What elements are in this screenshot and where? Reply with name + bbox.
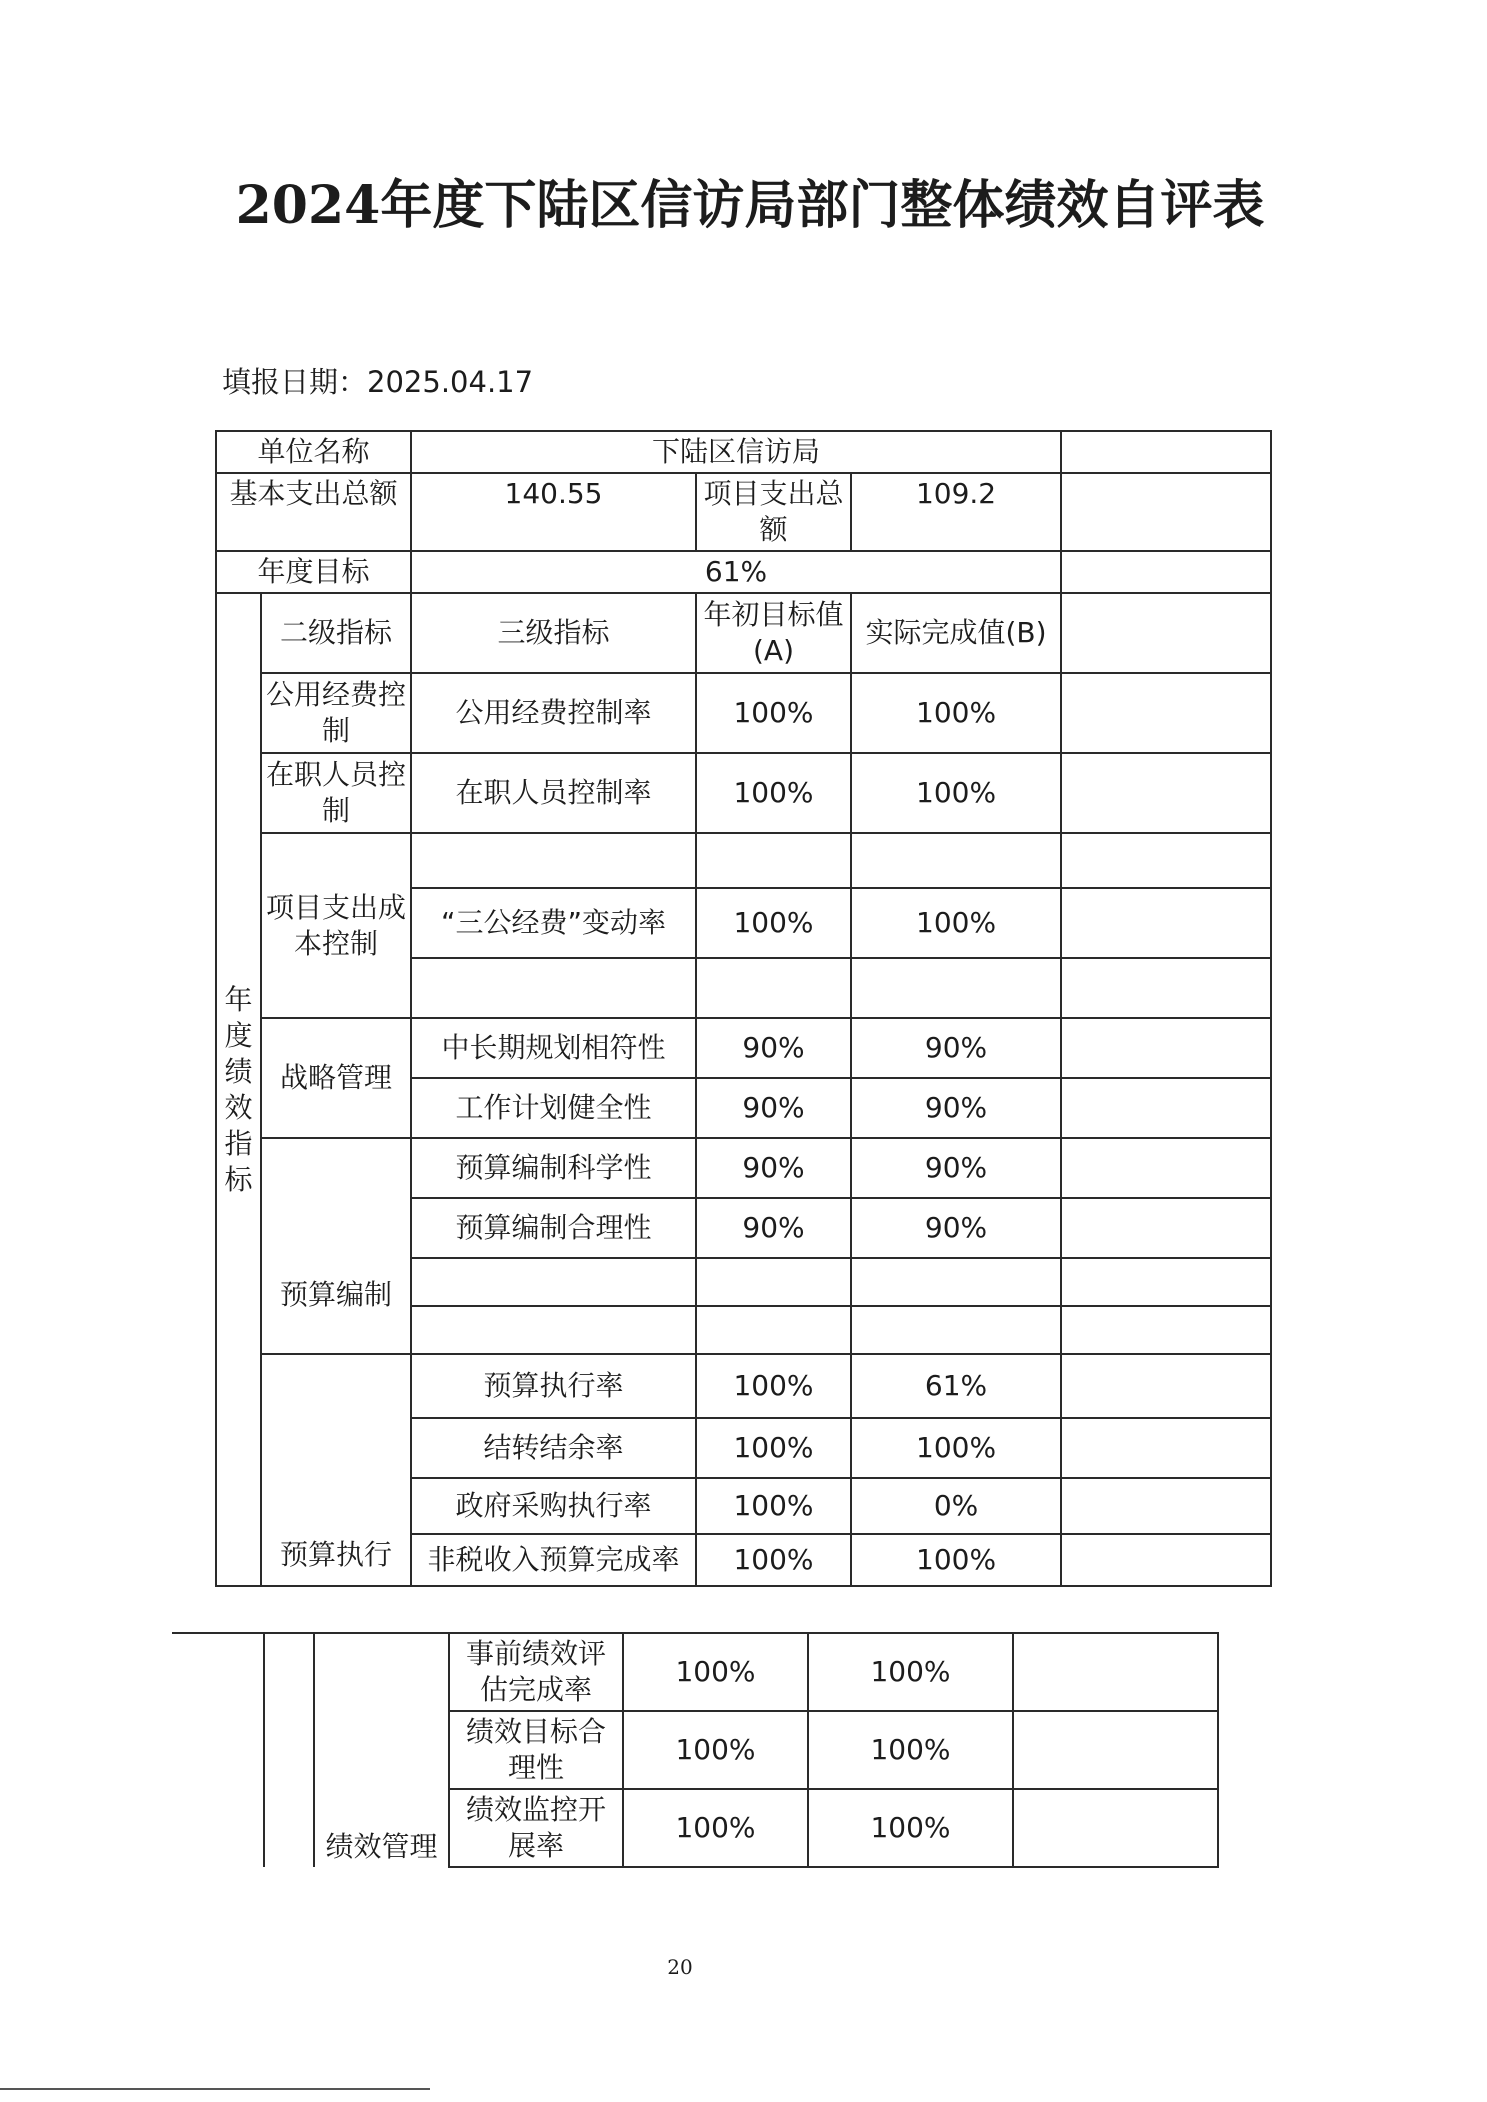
footer-divider — [0, 2088, 430, 2090]
metric-name: 非税收入预算完成率 — [411, 1534, 696, 1586]
annual-goal-label: 年度目标 — [216, 551, 411, 593]
indicator-group-label — [216, 593, 261, 1586]
metric-target: 100% — [623, 1633, 808, 1711]
metric-actual: 90% — [851, 1078, 1061, 1138]
continuation-cell — [172, 1633, 264, 1867]
empty-cell — [1061, 673, 1271, 753]
metric-target: 90% — [696, 1018, 851, 1078]
metric-actual: 90% — [851, 1018, 1061, 1078]
metric-actual: 100% — [851, 753, 1061, 833]
metric-name: 中长期规划相符性 — [411, 1018, 696, 1078]
metric-actual: 100% — [851, 1534, 1061, 1586]
level2-name: 预算编制 — [261, 1138, 411, 1354]
fill-date-value: 2025.04.17 — [367, 365, 534, 399]
metric-name: 预算编制科学性 — [411, 1138, 696, 1198]
basic-expense-label: 基本支出总额 — [216, 473, 411, 551]
metric-name: 公用经费控制率 — [411, 673, 696, 753]
metric-target: 90% — [696, 1138, 851, 1198]
empty-cell — [1061, 1018, 1271, 1078]
empty-cell — [1061, 1418, 1271, 1478]
metric-actual — [851, 1306, 1061, 1354]
metric-actual — [851, 958, 1061, 1018]
metric-name: 预算编制合理性 — [411, 1198, 696, 1258]
level2-name: 在职人员控制 — [261, 753, 411, 833]
metric-name: 绩效目标合理性 — [449, 1711, 623, 1789]
metric-name: 工作计划健全性 — [411, 1078, 696, 1138]
annual-goal-value: 61% — [411, 551, 1061, 593]
level2-name: 预算执行 — [261, 1354, 411, 1586]
level2-name: 公用经费控制 — [261, 673, 411, 753]
metric-name — [411, 1258, 696, 1306]
metric-name — [411, 833, 696, 888]
empty-cell — [1061, 1306, 1271, 1354]
metric-target — [696, 833, 851, 888]
perf-mgmt-name: 绩效管理 — [314, 1633, 449, 1867]
metric-actual — [851, 1258, 1061, 1306]
metric-target: 100% — [696, 888, 851, 958]
fill-date — [222, 360, 533, 401]
project-expense-value: 109.2 — [851, 473, 1061, 551]
empty-cell — [1061, 1258, 1271, 1306]
performance-mgmt-table — [172, 1632, 1219, 1868]
metric-actual: 100% — [851, 888, 1061, 958]
metric-actual: 90% — [851, 1138, 1061, 1198]
empty-cell — [1061, 1138, 1271, 1198]
metric-target — [696, 958, 851, 1018]
metric-name — [411, 1306, 696, 1354]
empty-cell — [1061, 551, 1271, 593]
metric-actual: 100% — [851, 673, 1061, 753]
unit-name-value: 下陆区信访局 — [411, 431, 1061, 473]
empty-cell — [1061, 431, 1271, 473]
metric-actual: 61% — [851, 1354, 1061, 1418]
metric-target: 100% — [696, 1478, 851, 1534]
empty-cell — [1061, 593, 1271, 673]
empty-cell — [1013, 1789, 1218, 1867]
column-header-actual: 实际完成值(B) — [851, 593, 1061, 673]
fill-date-label: 填报日期： — [222, 365, 368, 399]
metric-target: 100% — [623, 1789, 808, 1867]
metric-target: 100% — [623, 1711, 808, 1789]
metric-name — [411, 958, 696, 1018]
empty-cell — [1061, 958, 1271, 1018]
empty-cell — [1061, 1534, 1271, 1586]
empty-cell — [1061, 1078, 1271, 1138]
empty-cell — [1061, 888, 1271, 958]
metric-actual: 100% — [808, 1711, 1013, 1789]
performance-table — [215, 430, 1272, 1587]
metric-actual: 0% — [851, 1478, 1061, 1534]
metric-name: 政府采购执行率 — [411, 1478, 696, 1534]
metric-target: 100% — [696, 753, 851, 833]
metric-target: 90% — [696, 1078, 851, 1138]
metric-actual: 100% — [808, 1789, 1013, 1867]
metric-actual: 90% — [851, 1198, 1061, 1258]
metric-target: 90% — [696, 1198, 851, 1258]
page-title: 2024年度下陆区信访局部门整体绩效自评表 — [235, 175, 1265, 236]
empty-cell — [1061, 833, 1271, 888]
empty-cell — [1061, 753, 1271, 833]
empty-cell — [1061, 473, 1271, 551]
column-header-level2: 二级指标 — [261, 593, 411, 673]
empty-cell — [1061, 1354, 1271, 1418]
metric-target — [696, 1306, 851, 1354]
basic-expense-value: 140.55 — [411, 473, 696, 551]
metric-name: 预算执行率 — [411, 1354, 696, 1418]
metric-actual — [851, 833, 1061, 888]
metric-actual: 100% — [808, 1633, 1013, 1711]
indicator-group-text: 年度绩效指标 — [224, 982, 253, 1196]
metric-name: “三公经费”变动率 — [411, 888, 696, 958]
level2-name: 项目支出成本控制 — [261, 833, 411, 1018]
metric-target: 100% — [696, 1534, 851, 1586]
metric-name: 事前绩效评估完成率 — [449, 1633, 623, 1711]
metric-target: 100% — [696, 673, 851, 753]
empty-cell — [1013, 1711, 1218, 1789]
metric-name: 在职人员控制率 — [411, 753, 696, 833]
metric-target — [696, 1258, 851, 1306]
empty-cell — [1013, 1633, 1218, 1711]
metric-actual: 100% — [851, 1418, 1061, 1478]
metric-name: 结转结余率 — [411, 1418, 696, 1478]
project-expense-label: 项目支出总额 — [696, 473, 851, 551]
empty-cell — [1061, 1478, 1271, 1534]
metric-target: 100% — [696, 1354, 851, 1418]
column-header-level3: 三级指标 — [411, 593, 696, 673]
metric-name: 绩效监控开展率 — [449, 1789, 623, 1867]
metric-target: 100% — [696, 1418, 851, 1478]
empty-cell — [1061, 1198, 1271, 1258]
level2-name: 战略管理 — [261, 1018, 411, 1138]
unit-name-label: 单位名称 — [216, 431, 411, 473]
continuation-cell — [264, 1633, 314, 1867]
column-header-target: 年初目标值(A) — [696, 593, 851, 673]
page-number: 20 — [667, 1955, 693, 1979]
